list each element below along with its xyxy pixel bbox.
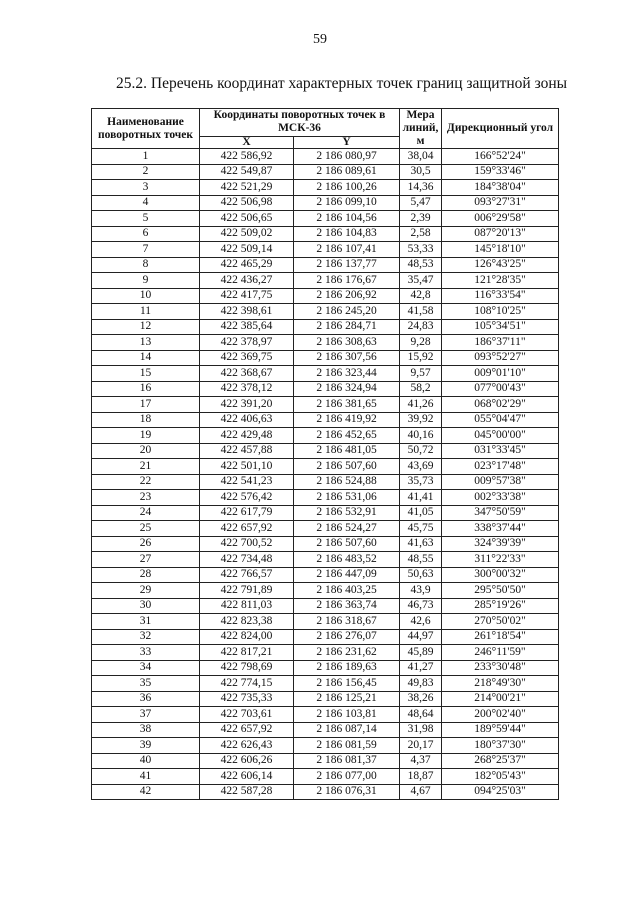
cell-point: 17: [92, 397, 200, 413]
cell-angle: 105°34'51": [442, 319, 559, 335]
cell-angle: 200°02'40": [442, 707, 559, 723]
cell-x: 422 549,87: [200, 164, 294, 180]
header-x: X: [200, 136, 294, 148]
cell-length: 9,28: [400, 335, 442, 351]
cell-point: 2: [92, 164, 200, 180]
cell-angle: 108°10'25": [442, 304, 559, 320]
cell-point: 31: [92, 614, 200, 630]
table-row: [92, 676, 559, 692]
cell-angle: 166°52'24": [442, 149, 559, 165]
cell-y: 2 186 156,45: [294, 676, 400, 692]
table-row: [92, 443, 559, 459]
cell-angle: 324°39'39": [442, 536, 559, 552]
cell-x: 422 385,64: [200, 319, 294, 335]
cell-y: 2 186 077,00: [294, 769, 400, 785]
cell-length: 5,47: [400, 195, 442, 211]
cell-x: 422 824,00: [200, 629, 294, 645]
cell-length: 40,16: [400, 428, 442, 444]
cell-length: 39,92: [400, 412, 442, 428]
cell-y: 2 186 481,05: [294, 443, 400, 459]
cell-y: 2 186 483,52: [294, 552, 400, 568]
cell-y: 2 186 447,09: [294, 567, 400, 583]
table-row: [92, 242, 559, 258]
cell-y: 2 186 531,06: [294, 490, 400, 506]
cell-angle: 311°22'33": [442, 552, 559, 568]
cell-point: 6: [92, 226, 200, 242]
cell-y: 2 186 080,97: [294, 149, 400, 165]
cell-y: 2 186 137,77: [294, 257, 400, 273]
cell-x: 422 817,21: [200, 645, 294, 661]
table-row: [92, 474, 559, 490]
cell-point: 28: [92, 567, 200, 583]
cell-y: 2 186 099,10: [294, 195, 400, 211]
cell-length: 9,57: [400, 366, 442, 382]
cell-x: 422 626,43: [200, 738, 294, 754]
cell-point: 23: [92, 490, 200, 506]
cell-y: 2 186 100,26: [294, 180, 400, 196]
cell-angle: 338°37'44": [442, 521, 559, 537]
cell-y: 2 186 403,25: [294, 583, 400, 599]
cell-point: 11: [92, 304, 200, 320]
cell-angle: 189°59'44": [442, 722, 559, 738]
cell-x: 422 501,10: [200, 459, 294, 475]
cell-point: 1: [92, 149, 200, 165]
cell-angle: 285°19'26": [442, 598, 559, 614]
cell-x: 422 506,65: [200, 211, 294, 227]
table-row: [92, 304, 559, 320]
cell-length: 2,58: [400, 226, 442, 242]
cell-y: 2 186 206,92: [294, 288, 400, 304]
cell-length: 2,39: [400, 211, 442, 227]
cell-angle: 002°33'38": [442, 490, 559, 506]
table-row: [92, 598, 559, 614]
cell-angle: 214°00'21": [442, 691, 559, 707]
cell-angle: 268°25'37": [442, 753, 559, 769]
table-row: [92, 366, 559, 382]
cell-length: 48,64: [400, 707, 442, 723]
table-row: [92, 552, 559, 568]
table-row: [92, 273, 559, 289]
cell-y: 2 186 284,71: [294, 319, 400, 335]
cell-point: 38: [92, 722, 200, 738]
cell-point: 36: [92, 691, 200, 707]
table-body: [92, 149, 559, 800]
cell-x: 422 734,48: [200, 552, 294, 568]
cell-point: 13: [92, 335, 200, 351]
table-row: [92, 149, 559, 165]
cell-angle: 093°52'27": [442, 350, 559, 366]
cell-angle: 182°05'43": [442, 769, 559, 785]
cell-y: 2 186 081,37: [294, 753, 400, 769]
cell-x: 422 378,97: [200, 335, 294, 351]
cell-x: 422 657,92: [200, 521, 294, 537]
cell-y: 2 186 452,65: [294, 428, 400, 444]
cell-x: 422 465,29: [200, 257, 294, 273]
cell-length: 20,17: [400, 738, 442, 754]
table-row: [92, 505, 559, 521]
table-row: [92, 412, 559, 428]
cell-angle: 068°02'29": [442, 397, 559, 413]
cell-x: 422 368,67: [200, 366, 294, 382]
cell-x: 422 617,79: [200, 505, 294, 521]
cell-length: 50,63: [400, 567, 442, 583]
cell-angle: 094°25'03": [442, 784, 559, 800]
cell-point: 18: [92, 412, 200, 428]
cell-angle: 087°20'13": [442, 226, 559, 242]
table-row: [92, 428, 559, 444]
cell-angle: 300°00'32": [442, 567, 559, 583]
table-row: [92, 629, 559, 645]
cell-length: 35,73: [400, 474, 442, 490]
table-row: [92, 707, 559, 723]
cell-x: 422 429,48: [200, 428, 294, 444]
cell-point: 7: [92, 242, 200, 258]
cell-angle: 180°37'30": [442, 738, 559, 754]
cell-angle: 145°18'10": [442, 242, 559, 258]
cell-length: 46,73: [400, 598, 442, 614]
table-row: [92, 319, 559, 335]
cell-y: 2 186 089,61: [294, 164, 400, 180]
cell-length: 43,9: [400, 583, 442, 599]
table-row: [92, 288, 559, 304]
table-row: [92, 350, 559, 366]
table-row: [92, 583, 559, 599]
cell-angle: 184°38'04": [442, 180, 559, 196]
cell-x: 422 791,89: [200, 583, 294, 599]
cell-x: 422 606,26: [200, 753, 294, 769]
cell-y: 2 186 087,14: [294, 722, 400, 738]
cell-y: 2 186 507,60: [294, 459, 400, 475]
table-row: [92, 226, 559, 242]
table-row: [92, 335, 559, 351]
cell-x: 422 506,98: [200, 195, 294, 211]
cell-x: 422 587,28: [200, 784, 294, 800]
cell-angle: 121°28'35": [442, 273, 559, 289]
cell-length: 58,2: [400, 381, 442, 397]
cell-point: 9: [92, 273, 200, 289]
cell-y: 2 186 318,67: [294, 614, 400, 630]
cell-angle: 218°49'30": [442, 676, 559, 692]
cell-point: 39: [92, 738, 200, 754]
table-row: [92, 645, 559, 661]
cell-length: 42,6: [400, 614, 442, 630]
cell-x: 422 457,88: [200, 443, 294, 459]
cell-length: 31,98: [400, 722, 442, 738]
cell-point: 29: [92, 583, 200, 599]
cell-y: 2 186 104,56: [294, 211, 400, 227]
cell-x: 422 700,52: [200, 536, 294, 552]
cell-point: 33: [92, 645, 200, 661]
cell-point: 32: [92, 629, 200, 645]
table-row: [92, 257, 559, 273]
cell-angle: 045°00'00": [442, 428, 559, 444]
cell-point: 8: [92, 257, 200, 273]
cell-angle: 159°33'46": [442, 164, 559, 180]
cell-point: 19: [92, 428, 200, 444]
cell-point: 25: [92, 521, 200, 537]
cell-x: 422 541,23: [200, 474, 294, 490]
cell-length: 43,69: [400, 459, 442, 475]
cell-x: 422 735,33: [200, 691, 294, 707]
cell-angle: 126°43'25": [442, 257, 559, 273]
cell-angle: 270°50'02": [442, 614, 559, 630]
cell-angle: 055°04'47": [442, 412, 559, 428]
header-line-length: Мера линий, м: [400, 109, 442, 149]
cell-length: 38,26: [400, 691, 442, 707]
cell-x: 422 798,69: [200, 660, 294, 676]
table-row: [92, 381, 559, 397]
table-row: [92, 614, 559, 630]
cell-length: 45,75: [400, 521, 442, 537]
table-row: [92, 753, 559, 769]
cell-angle: 009°01'10": [442, 366, 559, 382]
cell-y: 2 186 524,27: [294, 521, 400, 537]
cell-length: 14,36: [400, 180, 442, 196]
cell-length: 44,97: [400, 629, 442, 645]
cell-length: 35,47: [400, 273, 442, 289]
cell-angle: 295°50'50": [442, 583, 559, 599]
cell-length: 24,83: [400, 319, 442, 335]
cell-angle: 116°33'54": [442, 288, 559, 304]
cell-x: 422 606,14: [200, 769, 294, 785]
table-row: [92, 567, 559, 583]
cell-y: 2 186 076,31: [294, 784, 400, 800]
cell-y: 2 186 532,91: [294, 505, 400, 521]
cell-y: 2 186 419,92: [294, 412, 400, 428]
cell-point: 12: [92, 319, 200, 335]
cell-length: 41,27: [400, 660, 442, 676]
cell-length: 41,26: [400, 397, 442, 413]
cell-x: 422 811,03: [200, 598, 294, 614]
coordinates-table: [91, 108, 559, 800]
cell-length: 4,67: [400, 784, 442, 800]
cell-length: 42,8: [400, 288, 442, 304]
page-title: 25.2. Перечень координат характерных точек границ защитной зоны: [116, 75, 568, 92]
cell-angle: 347°50'59": [442, 505, 559, 521]
cell-angle: 246°11'59": [442, 645, 559, 661]
cell-point: 16: [92, 381, 200, 397]
cell-y: 2 186 308,63: [294, 335, 400, 351]
cell-length: 18,87: [400, 769, 442, 785]
cell-point: 10: [92, 288, 200, 304]
cell-point: 20: [92, 443, 200, 459]
cell-length: 53,33: [400, 242, 442, 258]
table-row: [92, 738, 559, 754]
cell-length: 30,5: [400, 164, 442, 180]
cell-x: 422 576,42: [200, 490, 294, 506]
cell-point: 42: [92, 784, 200, 800]
table-row: [92, 490, 559, 506]
cell-y: 2 186 323,44: [294, 366, 400, 382]
table-row: [92, 195, 559, 211]
cell-x: 422 369,75: [200, 350, 294, 366]
cell-x: 422 521,29: [200, 180, 294, 196]
cell-y: 2 186 363,74: [294, 598, 400, 614]
cell-point: 15: [92, 366, 200, 382]
cell-y: 2 186 324,94: [294, 381, 400, 397]
cell-length: 41,05: [400, 505, 442, 521]
cell-length: 48,53: [400, 257, 442, 273]
cell-y: 2 186 081,59: [294, 738, 400, 754]
header-y: Y: [294, 136, 400, 148]
header-point-name: Наименование поворотных точек: [92, 109, 200, 149]
table-row: [92, 722, 559, 738]
cell-angle: 093°27'31": [442, 195, 559, 211]
cell-length: 15,92: [400, 350, 442, 366]
cell-x: 422 398,61: [200, 304, 294, 320]
cell-angle: 023°17'48": [442, 459, 559, 475]
cell-point: 4: [92, 195, 200, 211]
cell-x: 422 586,92: [200, 149, 294, 165]
cell-point: 5: [92, 211, 200, 227]
table-row: [92, 211, 559, 227]
table-row: [92, 691, 559, 707]
cell-x: 422 436,27: [200, 273, 294, 289]
cell-length: 50,72: [400, 443, 442, 459]
cell-y: 2 186 276,07: [294, 629, 400, 645]
cell-point: 24: [92, 505, 200, 521]
cell-y: 2 186 307,56: [294, 350, 400, 366]
cell-point: 14: [92, 350, 200, 366]
cell-x: 422 417,75: [200, 288, 294, 304]
table-row: [92, 459, 559, 475]
cell-length: 48,55: [400, 552, 442, 568]
cell-x: 422 703,61: [200, 707, 294, 723]
cell-angle: 233°30'48": [442, 660, 559, 676]
cell-angle: 261°18'54": [442, 629, 559, 645]
header-direction-angle: Дирекционный угол: [442, 109, 559, 149]
cell-point: 34: [92, 660, 200, 676]
cell-length: 49,83: [400, 676, 442, 692]
cell-y: 2 186 524,88: [294, 474, 400, 490]
cell-point: 27: [92, 552, 200, 568]
cell-y: 2 186 125,21: [294, 691, 400, 707]
table-row: [92, 536, 559, 552]
cell-point: 35: [92, 676, 200, 692]
table-row: [92, 164, 559, 180]
cell-x: 422 509,02: [200, 226, 294, 242]
cell-y: 2 186 176,67: [294, 273, 400, 289]
cell-angle: 031°33'45": [442, 443, 559, 459]
cell-length: 41,63: [400, 536, 442, 552]
cell-y: 2 186 381,65: [294, 397, 400, 413]
cell-length: 4,37: [400, 753, 442, 769]
cell-x: 422 406,63: [200, 412, 294, 428]
cell-point: 41: [92, 769, 200, 785]
cell-x: 422 774,15: [200, 676, 294, 692]
table-row: [92, 521, 559, 537]
cell-point: 26: [92, 536, 200, 552]
cell-angle: 077°00'43": [442, 381, 559, 397]
cell-length: 41,58: [400, 304, 442, 320]
table-header-row: [92, 109, 559, 137]
page-number: 59: [313, 32, 327, 47]
table-row: [92, 660, 559, 676]
cell-x: 422 657,92: [200, 722, 294, 738]
cell-angle: 009°57'38": [442, 474, 559, 490]
cell-point: 3: [92, 180, 200, 196]
cell-y: 2 186 104,83: [294, 226, 400, 242]
cell-point: 40: [92, 753, 200, 769]
cell-y: 2 186 507,60: [294, 536, 400, 552]
cell-y: 2 186 107,41: [294, 242, 400, 258]
header-coordinates: Координаты поворотных точек в МСК-36: [200, 109, 400, 137]
cell-x: 422 378,12: [200, 381, 294, 397]
table-row: [92, 769, 559, 785]
cell-x: 422 766,57: [200, 567, 294, 583]
cell-y: 2 186 231,62: [294, 645, 400, 661]
cell-y: 2 186 189,63: [294, 660, 400, 676]
cell-y: 2 186 245,20: [294, 304, 400, 320]
table-row: [92, 397, 559, 413]
cell-point: 22: [92, 474, 200, 490]
cell-x: 422 823,38: [200, 614, 294, 630]
cell-x: 422 509,14: [200, 242, 294, 258]
cell-angle: 006°29'58": [442, 211, 559, 227]
cell-point: 21: [92, 459, 200, 475]
cell-angle: 186°37'11": [442, 335, 559, 351]
cell-y: 2 186 103,81: [294, 707, 400, 723]
cell-length: 41,41: [400, 490, 442, 506]
cell-x: 422 391,20: [200, 397, 294, 413]
cell-length: 45,89: [400, 645, 442, 661]
cell-point: 37: [92, 707, 200, 723]
cell-length: 38,04: [400, 149, 442, 165]
table-row: [92, 180, 559, 196]
cell-point: 30: [92, 598, 200, 614]
table-row: [92, 784, 559, 800]
